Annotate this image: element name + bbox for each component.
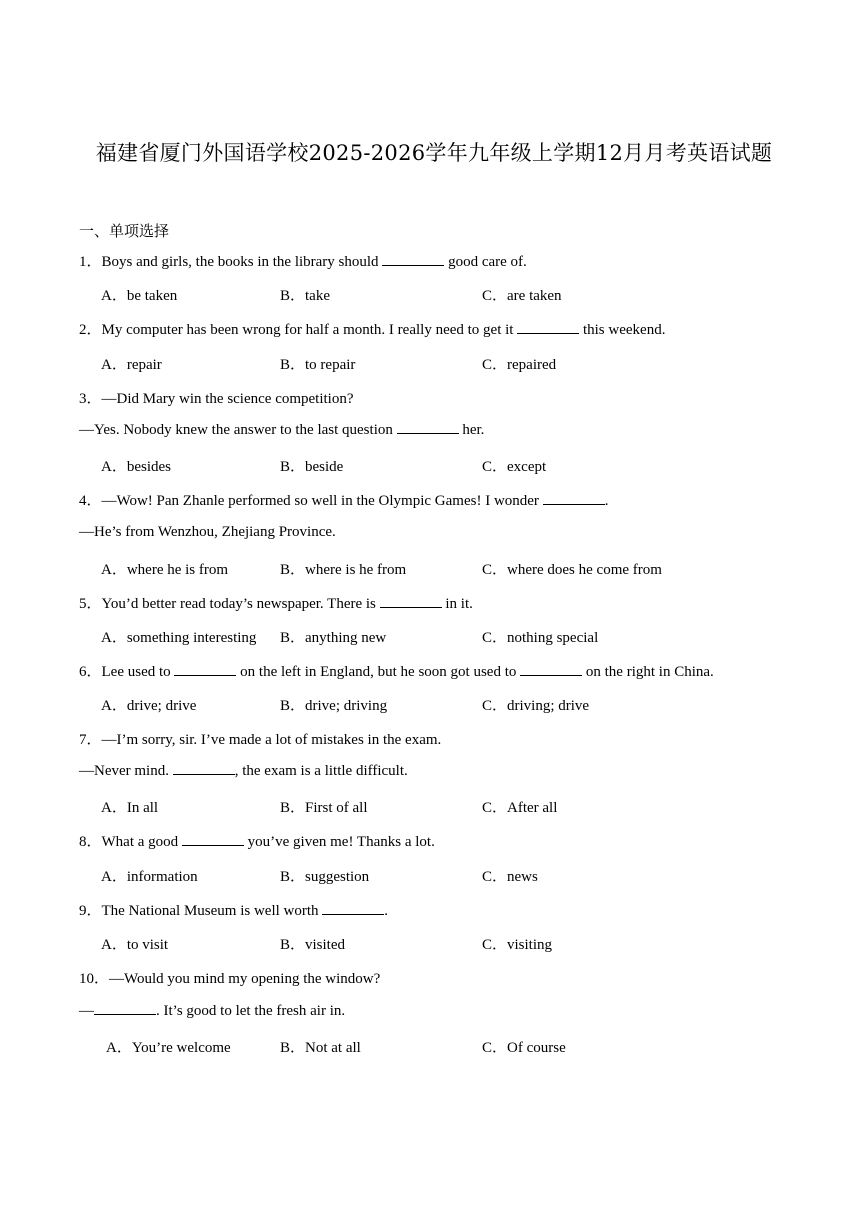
answer-blank — [173, 762, 235, 775]
question-line — [79, 762, 408, 780]
question-text: —Never mind. — [79, 763, 173, 779]
option-b: B．visited — [280, 937, 346, 953]
options-row — [0, 455, 868, 475]
question-line — [79, 489, 608, 510]
option-c: C．where does he come from — [482, 562, 662, 578]
question-line — [79, 250, 527, 271]
answer-blank — [517, 321, 579, 334]
option-c: C．driving; drive — [482, 698, 590, 714]
options-row — [0, 353, 868, 373]
option-b: B．to repair — [280, 357, 356, 373]
option-c: C．repaired — [482, 357, 557, 373]
option-a: A．You’re welcome — [106, 1040, 231, 1056]
answer-blank — [182, 833, 244, 846]
question-text: this weekend. — [579, 322, 666, 338]
question-text: . It’s good to let the fresh air in. — [156, 1003, 346, 1019]
options-row — [0, 933, 868, 953]
option-a: A．where he is from — [101, 562, 229, 578]
option-c: C．visiting — [482, 937, 553, 953]
option-b: B．beside — [280, 459, 344, 475]
question-text: . — [604, 493, 609, 509]
question-text: you’ve given me! Thanks a lot. — [243, 834, 435, 850]
question-text: , the exam is a little difficult. — [234, 763, 408, 779]
options-row — [0, 1036, 868, 1056]
question-text: 5．You’d better read today’s newspaper. There is — [79, 596, 380, 612]
options-row — [0, 558, 868, 578]
question-text: —Yes. Nobody knew the answer to the last question — [79, 422, 397, 438]
option-c: C．Of course — [482, 1040, 566, 1056]
answer-blank — [94, 1002, 156, 1015]
question-line — [79, 421, 484, 439]
question-text: 4．—Wow! Pan Zhanle performed so well in the Olympic Games! I wonder — [79, 493, 543, 509]
options-row — [0, 796, 868, 816]
question-line — [79, 830, 435, 851]
answer-blank — [543, 492, 605, 505]
option-b: B．Not at all — [280, 1040, 361, 1056]
question-line — [79, 728, 441, 749]
option-b: B．anything new — [280, 630, 387, 646]
question-line — [79, 967, 380, 988]
question-text: on the right in China. — [582, 664, 714, 680]
question-text: her. — [458, 422, 485, 438]
question-text: 10．—Would you mind my opening the window? — [79, 971, 381, 987]
question-text: good care of. — [444, 254, 527, 270]
question-text: — — [79, 1003, 94, 1019]
option-c: C．are taken — [482, 288, 562, 304]
option-b: B．suggestion — [280, 869, 370, 885]
answer-blank — [322, 902, 384, 915]
answer-blank — [520, 663, 582, 676]
question-text: 3．—Did Mary win the science competition? — [79, 391, 354, 407]
question-line — [79, 1002, 345, 1020]
option-a: A．besides — [101, 459, 171, 475]
option-a: A．be taken — [101, 288, 178, 304]
question-line — [79, 524, 336, 541]
option-a: A．In all — [101, 800, 159, 816]
section-heading: 一、单项选择 — [79, 222, 170, 240]
question-text: 9．The National Museum is well worth — [79, 903, 323, 919]
options-row — [0, 865, 868, 885]
question-line — [79, 899, 388, 920]
question-text: . — [384, 903, 389, 919]
option-b: B．take — [280, 288, 330, 304]
page-title: 福建省厦门外国语学校2025-2026学年九年级上学期12月月考英语试题 — [95, 141, 773, 165]
question-text: on the left in England, but he soon got used to — [236, 664, 521, 680]
option-c: C．news — [482, 869, 538, 885]
question-line — [79, 318, 665, 339]
answer-blank — [174, 663, 236, 676]
option-a: A．information — [101, 869, 198, 885]
option-c: C．After all — [482, 800, 558, 816]
answer-blank — [380, 595, 442, 608]
option-b: B．drive; driving — [280, 698, 388, 714]
question-text: 6．Lee used to — [79, 664, 175, 680]
option-a: A．to visit — [101, 937, 169, 953]
options-row — [0, 284, 868, 304]
question-text: in it. — [441, 596, 473, 612]
question-line — [79, 660, 714, 681]
question-text: 2．My computer has been wrong for half a month. I really need to get it — [79, 322, 518, 338]
question-line — [79, 592, 473, 613]
question-text: —He’s from Wenzhou, Zhejiang Province. — [79, 524, 336, 540]
options-row — [0, 694, 868, 714]
question-line — [79, 387, 354, 408]
question-text: 7．—I’m sorry, sir. I’ve made a lot of mistakes in the exam. — [79, 732, 442, 748]
option-a: A．repair — [101, 357, 162, 373]
option-a: A．something interesting — [101, 630, 257, 646]
answer-blank — [397, 421, 459, 434]
options-row — [0, 626, 868, 646]
question-text: 1．Boys and girls, the books in the library should — [79, 254, 383, 270]
option-c: C．except — [482, 459, 547, 475]
option-b: B．where is he from — [280, 562, 407, 578]
answer-blank — [382, 253, 444, 266]
question-text: 8．What a good — [79, 834, 182, 850]
option-a: A．drive; drive — [101, 698, 197, 714]
option-b: B．First of all — [280, 800, 368, 816]
option-c: C．nothing special — [482, 630, 599, 646]
